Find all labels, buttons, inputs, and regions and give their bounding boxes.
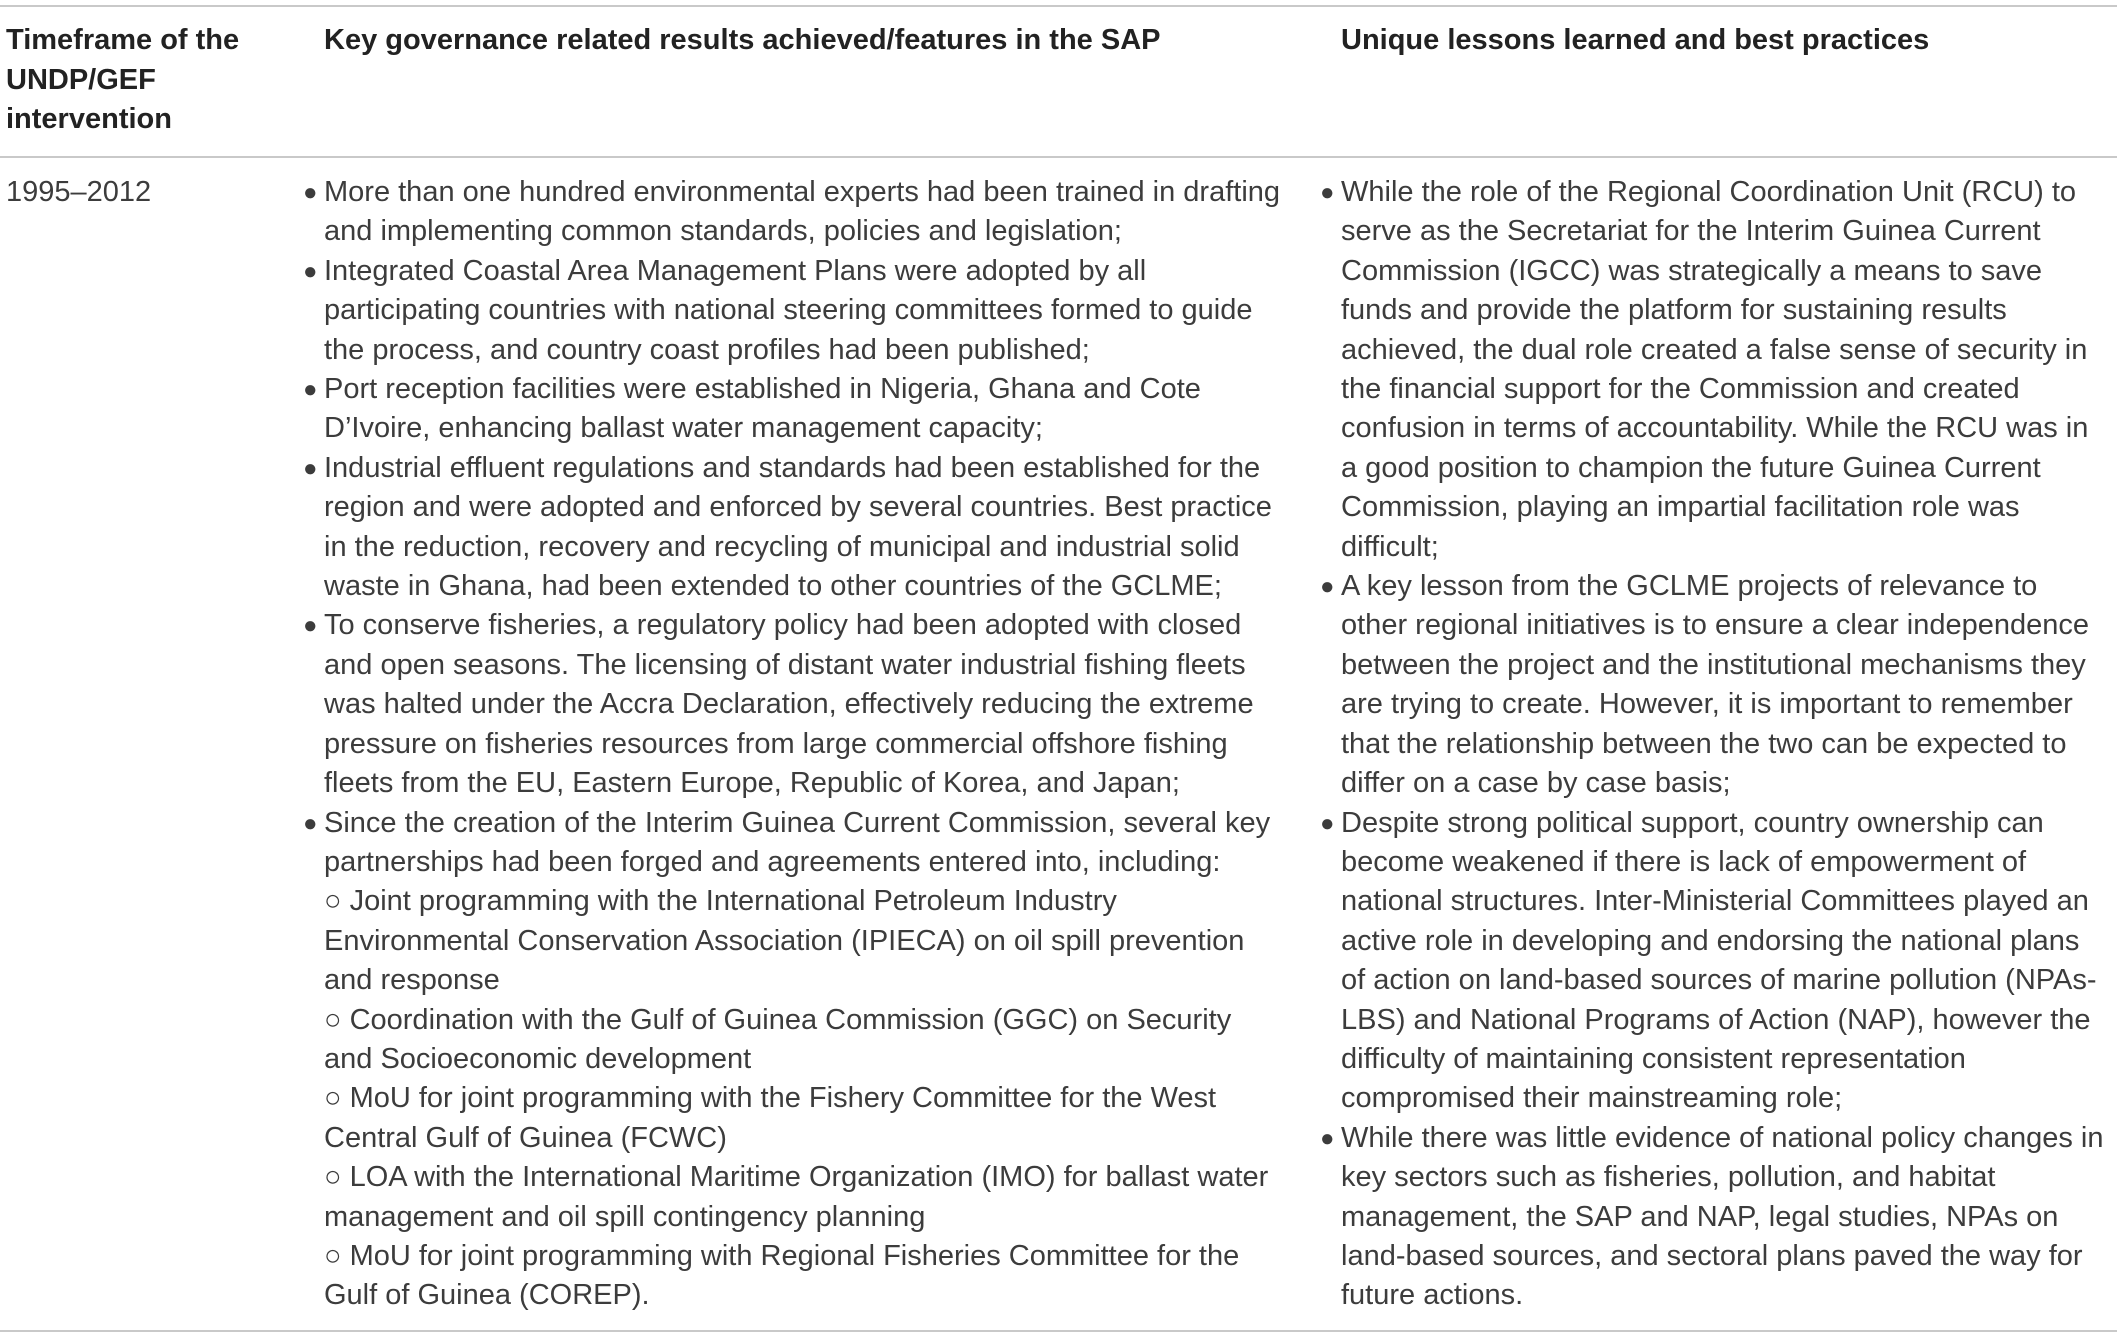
sub-list-item: [303, 1079, 1283, 1158]
list-item: [1320, 804, 2110, 1119]
list-item-text: To conserve fisheries, a regulatory policy had been adopted with closed and open seasons. The licensing of distant water industrial fishing fleets was halted under the Accra Declaration, effectively reducing the extreme pressure on fisheries resources from large commercial offshore fishing fleets from the EU, Eastern Europe, Republic of Korea, and Japan;: [324, 609, 1254, 800]
sub-list-item-text: Joint programming with the International Petroleum Industry Environmental Conservation Association (IPIECA) on oil spill prevention and response: [324, 885, 1245, 997]
results-cell: [303, 173, 1283, 1316]
list-item-text: A key lesson from the GCLME projects of relevance to other regional initiatives is to ensure a clear independence between the project and the institutional mechanisms they are trying to create. However, it is important to remember that the relationship between the two can be expected to differ on a case by case basis;: [1341, 570, 2090, 800]
lessons-cell: [1320, 173, 2110, 1316]
list-item-text: Despite strong political support, country ownership can become weakened if there is lack of empowerment of national structures. Inter-Ministerial Committees played an active role in developing and endorsing the national plans of action on land-based sources of marine pollution (NPAs-LBS) and National Programs of Action (NAP), however the difficulty of maintaining consistent representation compromised their mainstreaming role;: [1341, 806, 2097, 1115]
bullet-icon: ●: [303, 809, 318, 837]
circle-bullet-icon: ○: [324, 1082, 350, 1115]
sub-list-item: [303, 1158, 1283, 1237]
header-timeframe: Timeframe of the UNDP/GEF intervention: [6, 24, 240, 135]
sub-list-item-text: Coordination with the Gulf of Guinea Commission (GGC) on Security and Socioeconomic development: [324, 1003, 1232, 1075]
sub-list-item: [303, 1001, 1283, 1080]
list-item: [1320, 567, 2110, 803]
bullet-icon: ●: [1320, 179, 1335, 206]
list-item-text: Industrial effluent regulations and standards had been established for the region and were adopted and enforced by several countries. Best practice in the reduction, recovery and recycling of municipal and industrial solid waste in Ghana, had been extended to other countries of the GCLME;: [324, 451, 1272, 603]
bullet-icon: ●: [303, 257, 318, 285]
list-item-text: Port reception facilities were established in Nigeria, Ghana and Cote D’Ivoire, enhancing ballast water management capacity;: [324, 373, 1201, 445]
list-item: [303, 173, 1283, 252]
list-item-text: Since the creation of the Interim Guinea Current Commission, several key partnerships had been forged and agreements entered into, including:: [324, 806, 1271, 878]
circle-bullet-icon: ○: [324, 1003, 350, 1036]
header-lessons: Unique lessons learned and best practices: [1341, 24, 1930, 56]
list-item-text: While there was little evidence of national policy changes in key sectors such as fisheries, pollution, and habitat management, the SAP and NAP, legal studies, NPAs on land-based sources, and sectoral plans paved the way for future actions.: [1341, 1121, 2104, 1312]
sub-list-item: [303, 1237, 1283, 1316]
bullet-icon: ●: [1320, 1124, 1335, 1152]
sub-list-item-text: LOA with the International Maritime Organization (IMO) for ballast water management and oil spill contingency planning: [324, 1161, 1269, 1233]
list-item: [1320, 173, 2110, 567]
bullet-icon: ●: [303, 376, 318, 404]
circle-bullet-icon: ○: [324, 1161, 350, 1194]
sub-list-item-text: MoU for joint programming with the Fishery Committee for the West Central Gulf of Guinea (FCWC): [324, 1082, 1217, 1154]
bullet-icon: ●: [303, 454, 318, 482]
circle-bullet-icon: ○: [324, 885, 350, 918]
sub-list-item-text: MoU for joint programming with Regional Fisheries Committee for the Gulf of Guinea (COREP).: [324, 1239, 1240, 1312]
header-results: Key governance related results achieved/features in the SAP: [324, 24, 1161, 56]
list-item: [303, 370, 1283, 449]
bullet-icon: ●: [303, 179, 318, 206]
list-item: [303, 449, 1283, 607]
list-item: [303, 804, 1283, 883]
timeframe-cell: 1995–2012: [6, 176, 152, 208]
list-item: [303, 252, 1283, 370]
list-item: [1320, 1119, 2110, 1316]
header-divider-rule: [0, 156, 2117, 158]
bullet-icon: ●: [303, 612, 318, 640]
list-item-text: More than one hundred environmental experts had been trained in drafting and implementing common standards, policies and legislation;: [324, 176, 1281, 248]
list-item-text: Integrated Coastal Area Management Plans were adopted by all participating countries with national steering committees formed to guide the process, and country coast profiles had been published;: [324, 254, 1253, 366]
list-item-text: While the role of the Regional Coordination Unit (RCU) to serve as the Secretariat for the Interim Guinea Current Commission (IGCC) was strategically a means to save funds and provide the platform for sustaining results achieved, the dual role created a false sense of security in the financial support for the Commission and created confusion in terms of accountability. While the RCU was in a good position to champion the future Guinea Current Commission, playing an impartial facilitation role was difficult;: [1341, 176, 2089, 563]
circle-bullet-icon: ○: [324, 1239, 350, 1272]
bullet-icon: ●: [1320, 573, 1335, 601]
table-top-rule: [0, 5, 2117, 7]
list-item: [303, 606, 1283, 803]
sub-list-item: [303, 882, 1283, 1000]
bullet-icon: ●: [1320, 809, 1335, 837]
table-bottom-rule: [0, 1330, 2117, 1332]
